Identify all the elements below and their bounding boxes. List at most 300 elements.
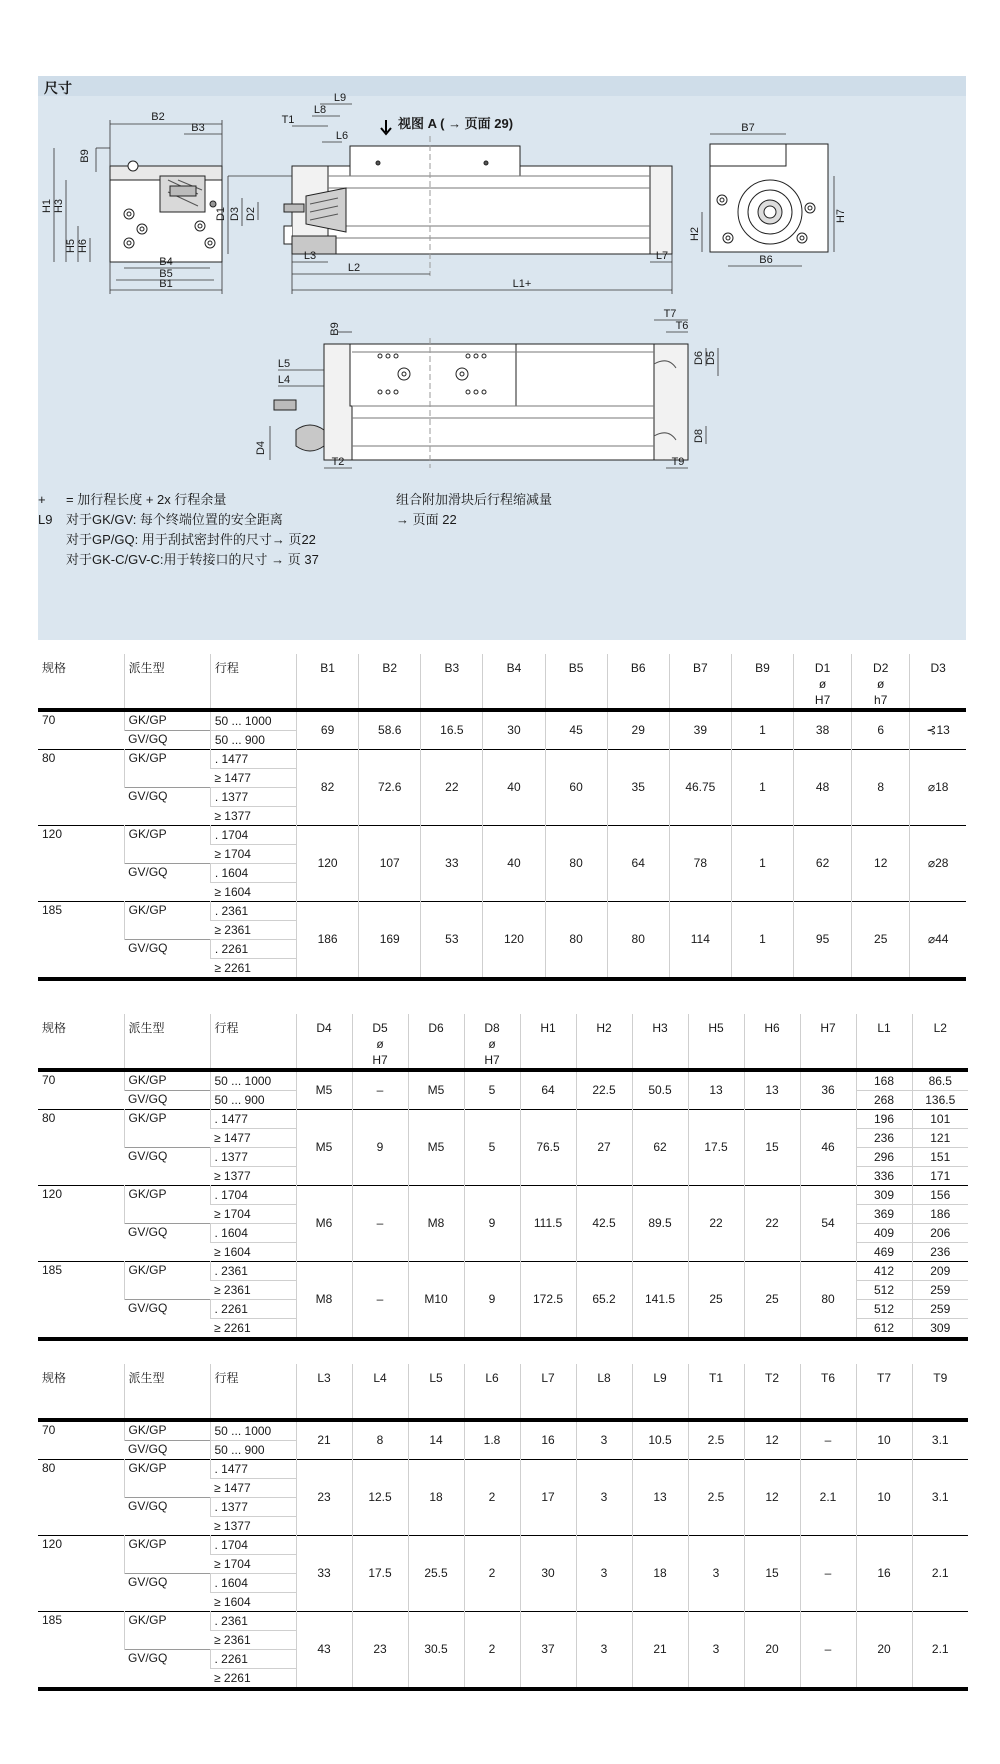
stroke-cell: ≥ 2261 <box>210 1669 296 1690</box>
value-cell: 80 <box>545 826 607 902</box>
stroke-cell: ≥ 2261 <box>210 1319 296 1340</box>
column-header: 行程 <box>210 1014 296 1070</box>
size-cell: 70 <box>42 1423 56 1437</box>
value-cell: – <box>352 1070 408 1110</box>
dim-label: L3 <box>303 250 317 262</box>
dim-label: D8 <box>693 428 705 444</box>
variant-cell: GK/GP <box>124 1070 210 1091</box>
size-cell: 80 <box>42 1111 56 1125</box>
dim-label: L4 <box>277 374 291 386</box>
value-cell: 5 <box>464 1110 520 1186</box>
value-cell: 76.5 <box>520 1110 576 1186</box>
table-row <box>38 1262 968 1281</box>
table-row <box>38 826 966 845</box>
value-cell: 36 <box>800 1070 856 1110</box>
value-cell: M10 <box>408 1262 464 1340</box>
dim-label: B4 <box>159 256 173 268</box>
value-cell: 8 <box>852 750 910 826</box>
dimensions-table-1 <box>38 654 966 981</box>
stroke-cell: ≥ 1477 <box>210 769 296 788</box>
value-cell: 33 <box>421 826 483 902</box>
value-cell: 48 <box>794 750 852 826</box>
column-header: 派生型 <box>124 1364 210 1420</box>
column-header: L5 <box>408 1364 464 1420</box>
value-cell: 30 <box>520 1536 576 1612</box>
value-cell: 39 <box>669 710 731 750</box>
variant-cell: GV/GQ <box>128 941 168 955</box>
dim-label: L5 <box>277 358 291 370</box>
table-row <box>38 1186 968 1205</box>
variant-cell: GK/GP <box>124 710 210 731</box>
l1-cell: 196 <box>856 1110 912 1129</box>
stroke-cell: ≥ 1377 <box>210 1517 296 1536</box>
column-header: L7 <box>520 1364 576 1420</box>
dim-label: H5 <box>65 238 77 254</box>
table-row <box>38 1110 968 1129</box>
stroke-cell: ≥ 1604 <box>210 1243 296 1262</box>
value-cell: 10 <box>856 1460 912 1536</box>
l1-cell: 512 <box>856 1281 912 1300</box>
stroke-cell: ≥ 1377 <box>210 1167 296 1186</box>
value-cell: 23 <box>352 1612 408 1690</box>
variant-cell: GV/GQ <box>128 1225 168 1239</box>
column-header: 行程 <box>210 654 296 710</box>
value-cell: 16 <box>856 1536 912 1612</box>
value-cell: 15 <box>744 1536 800 1612</box>
variant-cell: GK/GP <box>124 1460 210 1498</box>
l1-cell: 309 <box>856 1186 912 1205</box>
variant-cell: GV/GQ <box>128 1651 168 1665</box>
stroke-cell: ≥ 2361 <box>210 921 296 940</box>
value-cell: 13 <box>744 1070 800 1110</box>
value-cell: 62 <box>794 826 852 902</box>
value-cell: 12 <box>744 1420 800 1460</box>
value-cell: 1 <box>731 902 793 980</box>
value-cell: 1 <box>731 826 793 902</box>
value-cell: M5 <box>408 1110 464 1186</box>
stroke-cell: . 1477 <box>210 1110 296 1129</box>
variant-cell: GV/GQ <box>128 789 168 803</box>
value-cell: 33 <box>296 1536 352 1612</box>
l2-cell: 151 <box>912 1148 968 1167</box>
value-cell: 1.8 <box>464 1420 520 1460</box>
value-cell: 89.5 <box>632 1186 688 1262</box>
stroke-cell: . 2261 <box>210 1650 296 1669</box>
value-cell: 186 <box>297 902 359 980</box>
stroke-cell: 50 ... 900 <box>210 731 296 750</box>
dim-label: B9 <box>329 322 341 336</box>
stroke-cell: . 1377 <box>210 1148 296 1167</box>
variant-cell: GV/GQ <box>128 1499 168 1513</box>
value-cell: – <box>800 1536 856 1612</box>
value-cell: 60 <box>545 750 607 826</box>
variant-cell: GK/GP <box>124 1420 210 1441</box>
value-cell: 37 <box>520 1612 576 1690</box>
value-cell: – <box>352 1262 408 1340</box>
column-header: L8 <box>576 1364 632 1420</box>
stroke-cell: . 1604 <box>210 1224 296 1243</box>
stroke-cell: ≥ 2261 <box>210 959 296 980</box>
column-header: L9 <box>632 1364 688 1420</box>
stroke-cell: . 1604 <box>210 1574 296 1593</box>
l1-cell: 612 <box>856 1319 912 1340</box>
note-l9-symbol: L9 <box>38 512 53 527</box>
dim-label: L8 <box>313 104 327 116</box>
dim-label: D1 <box>215 206 227 222</box>
variant-cell: GK/GP <box>124 1612 210 1650</box>
value-cell: 80 <box>545 902 607 980</box>
value-cell: 12 <box>852 826 910 902</box>
value-cell: 2.5 <box>688 1460 744 1536</box>
value-cell: 20 <box>856 1612 912 1690</box>
column-header: T7 <box>856 1364 912 1420</box>
table-row <box>38 750 966 769</box>
stroke-cell: . 2361 <box>210 1262 296 1281</box>
column-header: 规格 <box>42 1021 67 1035</box>
l2-cell: 259 <box>912 1281 968 1300</box>
value-cell: ⌀44 <box>910 902 966 980</box>
table-row <box>38 1070 968 1091</box>
column-header: B5 <box>545 654 607 710</box>
stroke-cell: ≥ 2361 <box>210 1281 296 1300</box>
dim-label: B5 <box>159 268 173 280</box>
column-header: B1 <box>297 654 359 710</box>
size-cell: 70 <box>42 1073 56 1087</box>
value-cell: ⊰13 <box>910 710 966 750</box>
column-header: T6 <box>800 1364 856 1420</box>
value-cell: 2.5 <box>688 1420 744 1460</box>
value-cell: 9 <box>464 1262 520 1340</box>
value-cell: 38 <box>794 710 852 750</box>
size-cell: 185 <box>42 1263 63 1277</box>
value-cell: 18 <box>632 1536 688 1612</box>
value-cell: ⌀18 <box>910 750 966 826</box>
size-cell: 185 <box>42 1613 63 1627</box>
dim-label: H7 <box>835 208 847 224</box>
column-header: L6 <box>464 1364 520 1420</box>
value-cell: 22 <box>421 750 483 826</box>
variant-cell: GK/GP <box>124 1262 210 1300</box>
column-header: B6 <box>607 654 669 710</box>
note-plus-text: = 加行程长度 + 2x 行程余量 <box>66 492 227 507</box>
column-header: B4 <box>483 654 545 710</box>
value-cell: M8 <box>296 1262 352 1340</box>
value-cell: 22.5 <box>576 1070 632 1110</box>
dim-label: D5 <box>705 350 717 366</box>
value-cell: 18 <box>408 1460 464 1536</box>
dim-label: B7 <box>741 122 755 134</box>
column-header: L3 <box>296 1364 352 1420</box>
value-cell: 16.5 <box>421 710 483 750</box>
l2-cell: 156 <box>912 1186 968 1205</box>
l2-cell: 121 <box>912 1129 968 1148</box>
l2-cell: 309 <box>912 1319 968 1340</box>
value-cell: 17.5 <box>352 1536 408 1612</box>
column-header: T1 <box>688 1364 744 1420</box>
value-cell: 21 <box>296 1420 352 1460</box>
variant-cell: GV/GQ <box>128 1301 168 1315</box>
l1-cell: 512 <box>856 1300 912 1319</box>
value-cell: M5 <box>296 1110 352 1186</box>
value-cell: 111.5 <box>520 1186 576 1262</box>
dim-label: H1 <box>41 198 53 214</box>
value-cell: 53 <box>421 902 483 980</box>
column-header: H1 <box>520 1014 576 1070</box>
value-cell: M5 <box>408 1070 464 1110</box>
size-cell: 185 <box>42 903 63 917</box>
note-l9-line2: 对于GP/GQ: 用于刮拭密封件的尺寸→ 页22 <box>66 532 316 547</box>
note-right-line2: → 页面 22 <box>396 512 457 527</box>
column-header: L2 <box>912 1014 968 1070</box>
stroke-cell: 50 ... 1000 <box>210 1420 296 1441</box>
dimensions-table-3 <box>38 1364 968 1691</box>
column-header: H7 <box>800 1014 856 1070</box>
value-cell: 25.5 <box>408 1536 464 1612</box>
value-cell: 3 <box>688 1612 744 1690</box>
end-view-left <box>110 161 222 262</box>
dim-label: H6 <box>77 238 89 254</box>
variant-cell: GK/GP <box>124 750 210 788</box>
stroke-cell: . 2361 <box>210 1612 296 1631</box>
value-cell: 16 <box>520 1420 576 1460</box>
size-cell: 80 <box>42 751 56 765</box>
l1-cell: 336 <box>856 1167 912 1186</box>
value-cell: 27 <box>576 1110 632 1186</box>
value-cell: 50.5 <box>632 1070 688 1110</box>
value-cell: 69 <box>297 710 359 750</box>
top-view <box>274 338 688 468</box>
value-cell: 2 <box>464 1460 520 1536</box>
value-cell: 141.5 <box>632 1262 688 1340</box>
value-cell: 82 <box>297 750 359 826</box>
value-cell: M5 <box>296 1070 352 1110</box>
end-view-right <box>710 144 828 252</box>
l2-cell: 186 <box>912 1205 968 1224</box>
value-cell: 65.2 <box>576 1262 632 1340</box>
value-cell: 54 <box>800 1186 856 1262</box>
value-cell: 114 <box>669 902 731 980</box>
value-cell: 15 <box>744 1110 800 1186</box>
stroke-cell: . 1704 <box>210 1536 296 1555</box>
stroke-cell: . 1704 <box>210 1186 296 1205</box>
variant-cell: GV/GQ <box>128 732 168 746</box>
stroke-cell: ≥ 1704 <box>210 1205 296 1224</box>
size-cell: 120 <box>42 1537 63 1551</box>
value-cell: 80 <box>607 902 669 980</box>
dim-label: D3 <box>229 206 241 222</box>
value-cell: 43 <box>296 1612 352 1690</box>
variant-cell: GK/GP <box>124 1186 210 1224</box>
value-cell: 3 <box>576 1612 632 1690</box>
stroke-cell: . 1477 <box>210 750 296 769</box>
value-cell: 120 <box>483 902 545 980</box>
dim-label: T1 <box>281 114 295 126</box>
column-header: D2 ø h7 <box>852 654 910 710</box>
stroke-cell: 50 ... 1000 <box>210 710 296 731</box>
value-cell: 64 <box>520 1070 576 1110</box>
value-cell: 5 <box>464 1070 520 1110</box>
column-header: B3 <box>421 654 483 710</box>
dim-label: H2 <box>689 226 701 242</box>
column-header: H6 <box>744 1014 800 1070</box>
column-header: D6 <box>408 1014 464 1070</box>
column-header: H5 <box>688 1014 744 1070</box>
value-cell: 13 <box>632 1460 688 1536</box>
value-cell: 107 <box>359 826 421 902</box>
dim-label: L1+ <box>512 278 532 290</box>
column-header: 规格 <box>42 661 67 675</box>
size-cell: 120 <box>42 1187 63 1201</box>
value-cell: 3 <box>688 1536 744 1612</box>
variant-cell: GV/GQ <box>128 865 168 879</box>
stroke-cell: ≥ 1704 <box>210 845 296 864</box>
l1-cell: 268 <box>856 1091 912 1110</box>
value-cell: 58.6 <box>359 710 421 750</box>
dim-label: T2 <box>331 456 345 468</box>
side-view <box>284 136 672 276</box>
variant-cell: GV/GQ <box>128 1092 168 1106</box>
value-cell: 72.6 <box>359 750 421 826</box>
dim-label: L6 <box>335 130 349 142</box>
variant-cell: GK/GP <box>124 1110 210 1148</box>
l1-cell: 469 <box>856 1243 912 1262</box>
size-cell: 120 <box>42 827 63 841</box>
value-cell: 120 <box>297 826 359 902</box>
column-header: H3 <box>632 1014 688 1070</box>
l1-cell: 296 <box>856 1148 912 1167</box>
variant-cell: GK/GP <box>124 826 210 864</box>
value-cell: 45 <box>545 710 607 750</box>
stroke-cell: 50 ... 900 <box>210 1091 296 1110</box>
value-cell: 23 <box>296 1460 352 1536</box>
value-cell: 2.1 <box>912 1612 968 1690</box>
value-cell: 46.75 <box>669 750 731 826</box>
table-row <box>38 1612 968 1631</box>
dim-label: B2 <box>151 111 165 123</box>
dim-label: L2 <box>347 262 361 274</box>
table-row <box>38 1420 968 1441</box>
dim-label: B1 <box>159 278 173 290</box>
value-cell: 3 <box>576 1420 632 1460</box>
value-cell: 25 <box>688 1262 744 1340</box>
column-header: L4 <box>352 1364 408 1420</box>
value-cell: – <box>352 1186 408 1262</box>
note-l9-line3: 对于GK-C/GV-C:用于转接口的尺寸 → 页 37 <box>66 552 319 567</box>
column-header: B9 <box>731 654 793 710</box>
stroke-cell: 50 ... 1000 <box>210 1070 296 1091</box>
value-cell: 3 <box>576 1460 632 1536</box>
column-header: D5 ø H7 <box>352 1014 408 1070</box>
value-cell: 80 <box>800 1262 856 1340</box>
size-cell: 70 <box>42 713 56 727</box>
column-header: T2 <box>744 1364 800 1420</box>
dim-label: B6 <box>759 254 773 266</box>
l1-cell: 409 <box>856 1224 912 1243</box>
value-cell: 12.5 <box>352 1460 408 1536</box>
view-a-label: 视图 A ( → 页面 29) <box>398 116 514 131</box>
value-cell: 25 <box>744 1262 800 1340</box>
stroke-cell: ≥ 2361 <box>210 1631 296 1650</box>
stroke-cell: ≥ 1377 <box>210 807 296 826</box>
column-header: D8 ø H7 <box>464 1014 520 1070</box>
dimensions-table-2 <box>38 1014 968 1341</box>
column-header: 派生型 <box>124 1014 210 1070</box>
value-cell: 8 <box>352 1420 408 1460</box>
column-header: B7 <box>669 654 731 710</box>
value-cell: 6 <box>852 710 910 750</box>
value-cell: 20 <box>744 1612 800 1690</box>
stroke-cell: . 1477 <box>210 1460 296 1479</box>
variant-cell: GV/GQ <box>128 1575 168 1589</box>
column-header: D4 <box>296 1014 352 1070</box>
note-right-line1: 组合附加滑块后行程缩减量 <box>396 492 553 507</box>
table-row <box>38 1536 968 1555</box>
note-plus-symbol: + <box>38 492 46 507</box>
dim-label: D6 <box>693 350 705 366</box>
value-cell: M8 <box>408 1186 464 1262</box>
value-cell: 22 <box>688 1186 744 1262</box>
variant-cell: GK/GP <box>124 1536 210 1574</box>
dimensions-drawing-panel <box>38 76 966 640</box>
dim-label: L7 <box>655 250 669 262</box>
dim-label: H3 <box>53 198 65 214</box>
value-cell: 46 <box>800 1110 856 1186</box>
variant-cell: GK/GP <box>124 902 210 940</box>
column-header: 行程 <box>210 1364 296 1420</box>
value-cell: 2.1 <box>912 1536 968 1612</box>
value-cell: 12 <box>744 1460 800 1536</box>
value-cell: 30.5 <box>408 1612 464 1690</box>
value-cell: 29 <box>607 710 669 750</box>
column-header: D1 ø H7 <box>794 654 852 710</box>
value-cell: – <box>800 1612 856 1690</box>
value-cell: 3.1 <box>912 1460 968 1536</box>
value-cell: 35 <box>607 750 669 826</box>
value-cell: 17 <box>520 1460 576 1536</box>
column-header: 派生型 <box>124 654 210 710</box>
value-cell: 78 <box>669 826 731 902</box>
stroke-cell: . 1704 <box>210 826 296 845</box>
table-row <box>38 710 966 731</box>
table-row <box>38 1460 968 1479</box>
value-cell: 3.1 <box>912 1420 968 1460</box>
value-cell: 40 <box>483 826 545 902</box>
stroke-cell: ≥ 1604 <box>210 883 296 902</box>
l2-cell: 101 <box>912 1110 968 1129</box>
column-header: H2 <box>576 1014 632 1070</box>
value-cell: 172.5 <box>520 1262 576 1340</box>
value-cell: 13 <box>688 1070 744 1110</box>
dim-label: L9 <box>333 92 347 104</box>
stroke-cell: ≥ 1704 <box>210 1555 296 1574</box>
variant-cell: GV/GQ <box>128 1149 168 1163</box>
size-cell: 80 <box>42 1461 56 1475</box>
dim-label: D4 <box>255 440 267 456</box>
stroke-cell: ≥ 1477 <box>210 1479 296 1498</box>
value-cell: 17.5 <box>688 1110 744 1186</box>
value-cell: – <box>800 1420 856 1460</box>
value-cell: M6 <box>296 1186 352 1262</box>
value-cell: 9 <box>464 1186 520 1262</box>
column-header: L1 <box>856 1014 912 1070</box>
dim-label: T6 <box>675 320 689 332</box>
value-cell: 21 <box>632 1612 688 1690</box>
l1-cell: 412 <box>856 1262 912 1281</box>
dim-label: T7 <box>663 308 677 320</box>
dim-label: B9 <box>79 149 91 163</box>
value-cell: 64 <box>607 826 669 902</box>
stroke-cell: . 1604 <box>210 864 296 883</box>
